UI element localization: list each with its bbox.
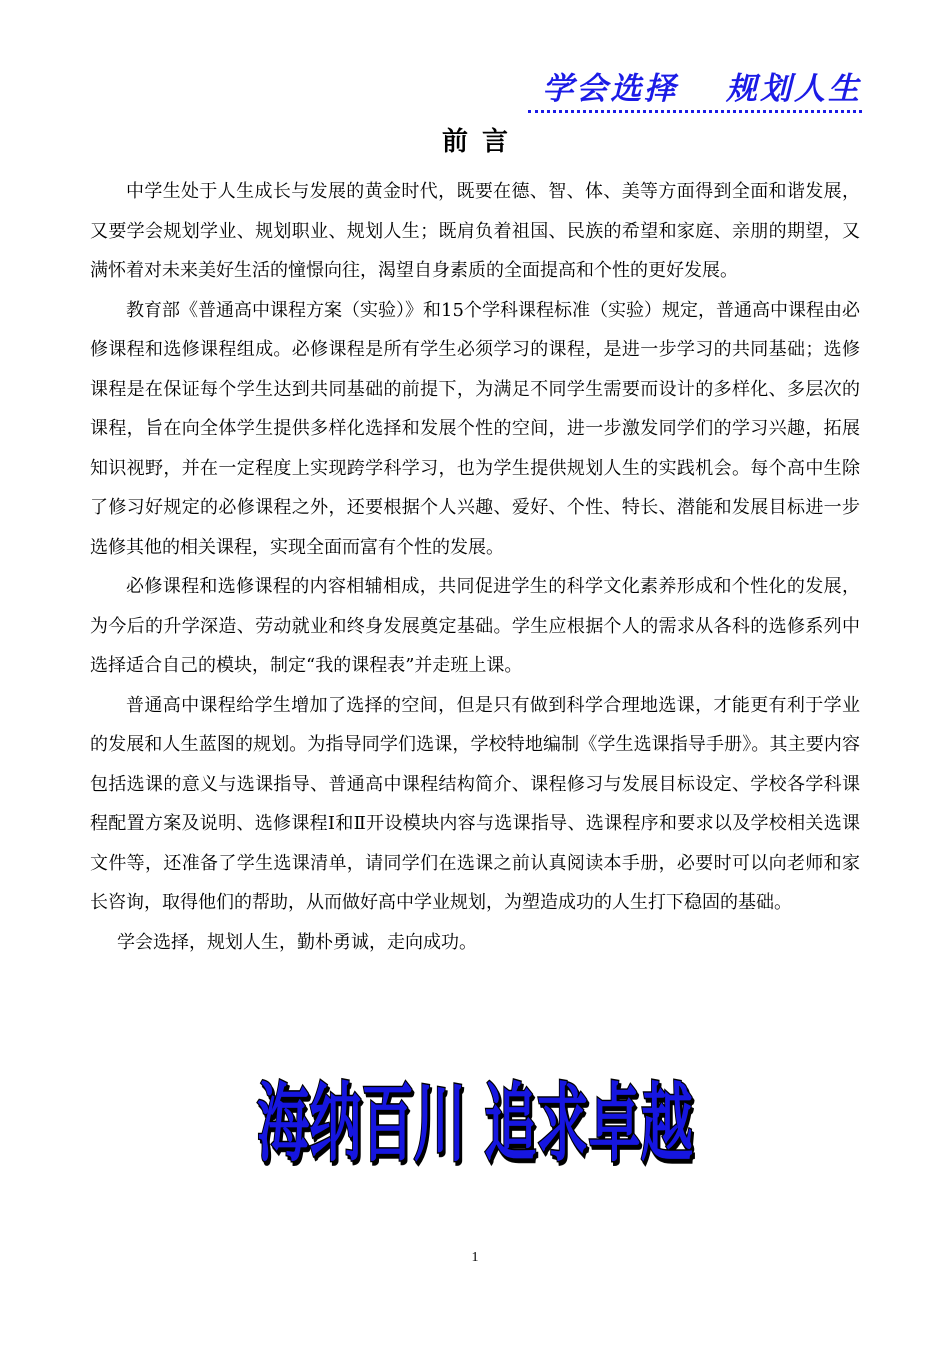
banner-text: 海纳百川 追求卓越: [256, 1073, 693, 1174]
closing-motto: 学会选择，规划人生，勤朴勇诚，走向成功。: [117, 931, 477, 953]
preface-body: [90, 172, 860, 962]
paragraph-1: 中学生处于人生成长与发展的黄金时代，既要在德、智、体、美等方面得到全面和谐发展，又要学会规划学业、规划职业、规划人生；既肩负着祖国、民族的希望和家庭、亲朋的期望，又满怀着对未来美好生活的憧憬向往，渴望自身素质的全面提高和个性的更好发展。: [90, 181, 860, 281]
page-number: 1: [471, 1250, 479, 1265]
paragraph-3: 必修课程和选修课程的内容相辅相成，共同促进学生的科学文化素养形成和个性化的发展，为今后的升学深造、劳动就业和终身发展奠定基础。学生应根据个人的需求从各科的选修系列中选择适合自己的模块，制定“我的课程表”并走班上课。: [90, 576, 860, 676]
header-rule: [528, 110, 862, 113]
header-motto: 学会选择 规划人生: [542, 71, 862, 107]
page-title: 前言: [441, 127, 522, 157]
school-motto-banner: [250, 1066, 700, 1174]
paragraph-4: 普通高中课程给学生增加了选择的空间，但是只有做到科学合理地选课，才能更有利于学业的发展和人生蓝图的规划。为指导同学们选课，学校特地编制《学生选课指导手册》。其主要内容包括选课的意义与选课指导、普通高中课程结构简介、课程修习与发展目标设定、学校各学科课程配置方案及说明、选修课程Ⅰ和Ⅱ开设模块内容与选课指导、选课程序和要求以及学校相关选课文件等，还准备了学生选课清单，请同学们在选课之前认真阅读本手册，必要时可以向老师和家长咨询，取得他们的帮助，从而做好高中学业规划，为塑造成功的人生打下稳固的基础。: [90, 694, 860, 913]
paragraph-2: 教育部《普通高中课程方案（实验）》和15个学科课程标准（实验）规定，普通高中课程由必修课程和选修课程组成。必修课程是所有学生必须学习的课程，是进一步学习的共同基础；选修课程是在保证每个学生达到共同基础的前提下，为满足不同学生需要而设计的多样化、多层次的课程，旨在向全体学生提供多样化选择和发展个性的空间，进一步激发同学们的学习兴趣，拓展知识视野，并在一定程度上实现跨学科学习，也为学生提供规划人生的实践机会。每个高中生除了修习好规定的必修课程之外，还要根据个人兴趣、爱好、个性、特长、潜能和发展目标进一步选修其他的相关课程，实现全面而富有个性的发展。: [90, 299, 860, 558]
